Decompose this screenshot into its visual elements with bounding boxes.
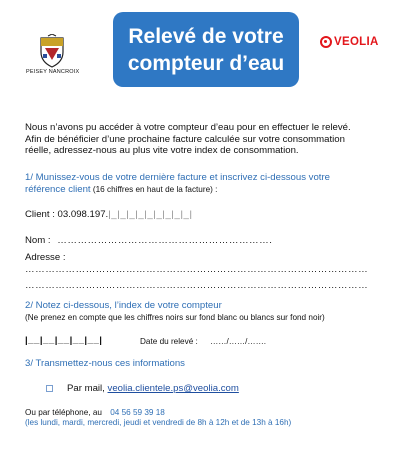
step1-heading-note: (16 chiffres en haut de la facture) : [90, 185, 218, 194]
step2-heading: 2/ Notez ci-dessous, l’index de votre compteur [25, 300, 222, 311]
step3-heading: 3/ Transmettez-nous ces informations [25, 358, 185, 369]
adresse-line-1[interactable]: ………………………………………………………………………………………… [25, 264, 369, 275]
intro-paragraph [25, 122, 351, 157]
municipality-caption: PEISEY NANCROIX [26, 69, 80, 75]
title-line-1: Relevé de votre [128, 24, 284, 48]
phone-row [25, 408, 165, 417]
intro-line-1: Nous n’avons pu accéder à votre compteur d’eau pour en effectuer le relevé. [25, 122, 351, 133]
mail-link[interactable]: veolia.clientele.ps@veolia.com [107, 383, 239, 394]
intro-line-2: Afin de bénéficier d’une prochaine facture calculée sur votre consommation [25, 133, 345, 145]
mail-label: Par mail, [67, 383, 105, 394]
client-field[interactable] [25, 209, 193, 220]
veolia-ring-icon [320, 36, 332, 48]
intro-line-3: réelle, adressez-nous au plus vite votre index de consommation. [25, 145, 299, 157]
mail-row [46, 383, 239, 394]
index-boxes[interactable]: |__|__|__|__|__| [25, 335, 103, 346]
step1-heading-ref: référence client [25, 184, 91, 195]
veolia-wordmark: VEOLIA [334, 36, 379, 48]
checkbox-icon[interactable] [46, 385, 53, 392]
client-label: Client : 03.098.197. [25, 209, 109, 220]
client-boxes[interactable]: |_|_|_|_|_|_|_|_|_| [108, 209, 193, 220]
nom-field[interactable] [25, 235, 272, 246]
date-label: Date du relevé : [140, 337, 198, 346]
veolia-logo [320, 36, 379, 48]
municipality-logo [26, 34, 78, 75]
date-value[interactable]: ……/……/……. [210, 337, 267, 346]
title-box [113, 12, 299, 87]
phone-label: Ou par téléphone, au [25, 408, 102, 417]
adresse-label: Adresse : [25, 252, 66, 263]
coat-of-arms-icon [37, 34, 67, 68]
title-line-2: compteur d’eau [127, 51, 285, 75]
nom-label: Nom : [25, 235, 51, 246]
step2-note: (Ne prenez en compte que les chiffres noirs sur fond blanc ou blancs sur fond noir) [25, 313, 325, 322]
nom-dots[interactable]: ………………………………………………………. [57, 235, 273, 246]
phone-number[interactable]: 04 56 59 39 18 [110, 408, 165, 417]
hours-text: (les lundi, mardi, mercredi, jeudi et vendredi de 8h à 12h et de 13h à 16h) [25, 418, 292, 427]
step1-heading-line-2 [25, 184, 217, 195]
date-field[interactable] [140, 337, 266, 346]
step1-heading-line-1: 1/ Munissez-vous de votre dernière facture et inscrivez ci-dessous votre [25, 172, 330, 183]
adresse-line-2[interactable]: ………………………………………………………………………………………… [25, 280, 369, 291]
